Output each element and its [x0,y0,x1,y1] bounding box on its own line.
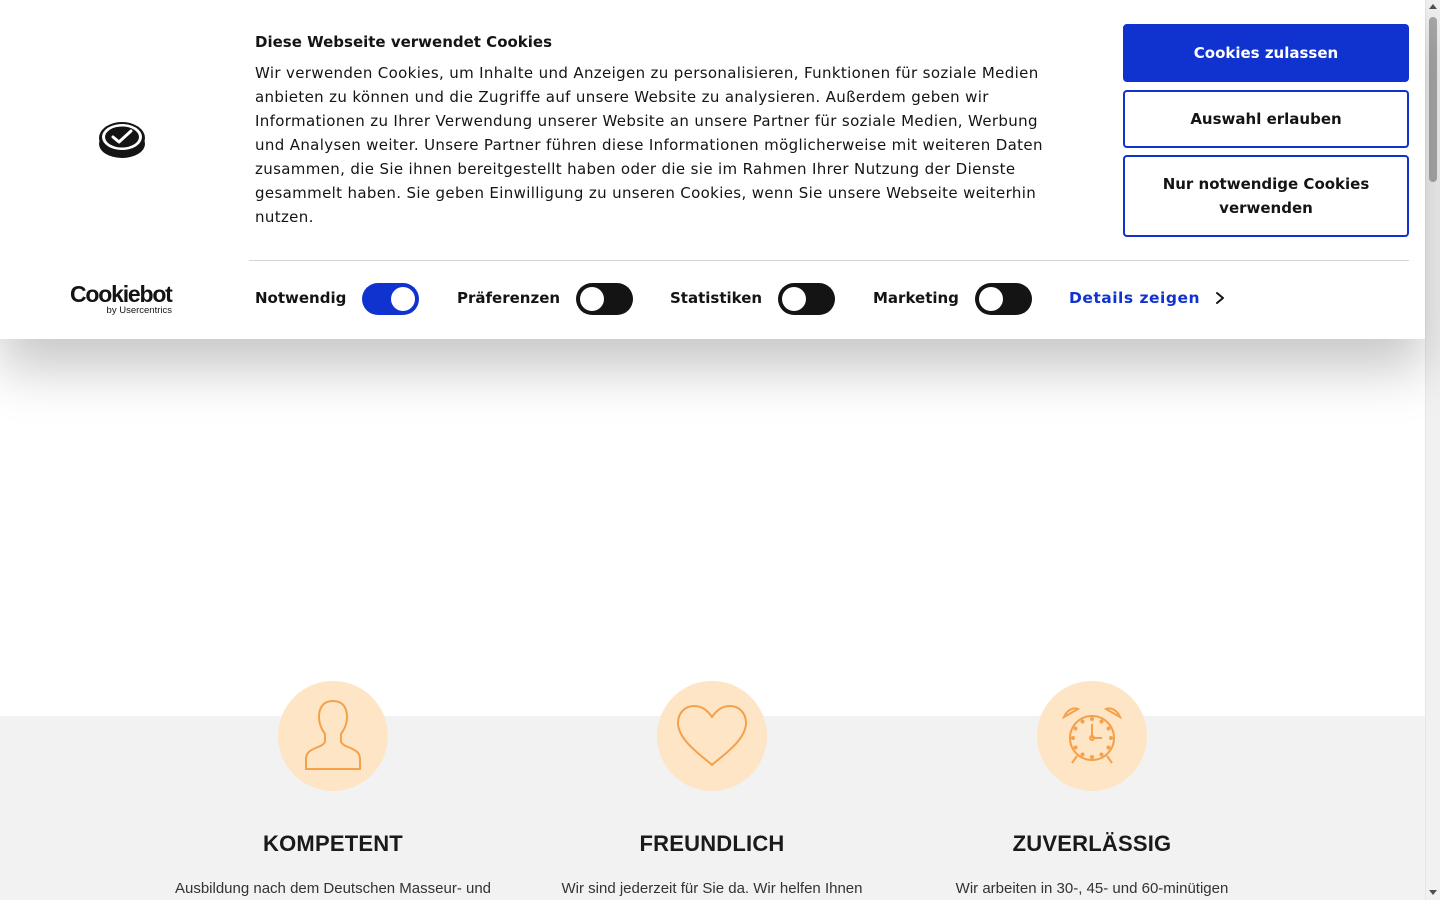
feature-title: FREUNDLICH [639,831,785,856]
toggle-preferences[interactable] [576,283,633,315]
cookie-consent-logo-icon [98,120,146,160]
toggle-marketing[interactable] [975,283,1032,315]
alarm-clock-icon [1037,681,1147,791]
feature-text: Wir arbeiten in 30-, 45- und 60-minütigen [955,880,1229,897]
toggle-necessary[interactable] [362,283,419,315]
feature-title: ZUVERLÄSSIG [1012,831,1172,856]
cookie-banner [0,0,1425,339]
feature-zuverlaessig [902,681,1282,899]
toggle-label-statistics: Statistiken [670,289,763,307]
banner-divider [249,260,1409,261]
toggle-label-necessary: Notwendig [255,289,347,307]
scroll-down-arrow-icon[interactable] [1429,890,1437,895]
feature-title: KOMPETENT [263,831,403,856]
toggle-knob [979,287,1003,311]
toggle-label-marketing: Marketing [873,289,959,307]
toggle-statistics[interactable] [778,283,835,315]
allow-all-cookies-button[interactable]: Cookies zulassen [1123,24,1409,82]
feature-text: Ausbildung nach dem Deutschen Masseur- und [174,880,492,897]
feature-text: Wir sind jederzeit für Sie da. Wir helfen Ihnen [561,880,863,897]
toggle-knob [580,287,604,311]
banner-description: Wir verwenden Cookies, um Inhalte und Anzeigen zu personalisieren, Funktionen für soziale Medien anbieten zu können und die Zugriffe auf unsere Website zu analysieren. Außerdem geben wir Informationen zu Ihrer Verwendung unserer Website an unsere Partner für soziale Medien, Werbung und Analysen weiter. Unsere Partner führen diese Informationen möglicherweise mit weiteren Daten zusammen, die Sie ihnen bereitgestellt haben oder die sie im Rahmen Ihrer Nutzung der Dienste gesammelt haben. Sie geben Einwilligung zu unseren Cookies, wenn Sie unsere Webseite weiterhin nutzen. [255,64,1043,226]
necessary-cookies-only-button[interactable]: Nur notwendige Cookies verwenden [1123,155,1409,237]
scroll-up-arrow-icon[interactable] [1429,4,1437,9]
cookiebot-logo-subtitle: by Usercentrics [106,305,172,316]
show-details-link[interactable] [1069,289,1226,307]
show-details-label: Details zeigen [1069,289,1200,307]
cookiebot-logo[interactable] [70,283,174,316]
toggle-label-preferences: Präferenzen [457,289,561,307]
feature-freundlich [522,681,902,899]
banner-heading: Diese Webseite verwendet Cookies [255,33,553,51]
toggle-knob [391,287,415,311]
cookiebot-logo-wordmark: Cookiebot [70,281,172,307]
person-icon [278,681,388,791]
chevron-right-icon [1214,291,1226,305]
feature-kompetent [143,681,523,899]
page-scrollbar[interactable] [1425,0,1440,900]
scrollbar-thumb[interactable] [1429,17,1437,182]
toggle-knob [782,287,806,311]
allow-selection-button[interactable]: Auswahl erlauben [1123,90,1409,148]
heart-icon [657,681,767,791]
